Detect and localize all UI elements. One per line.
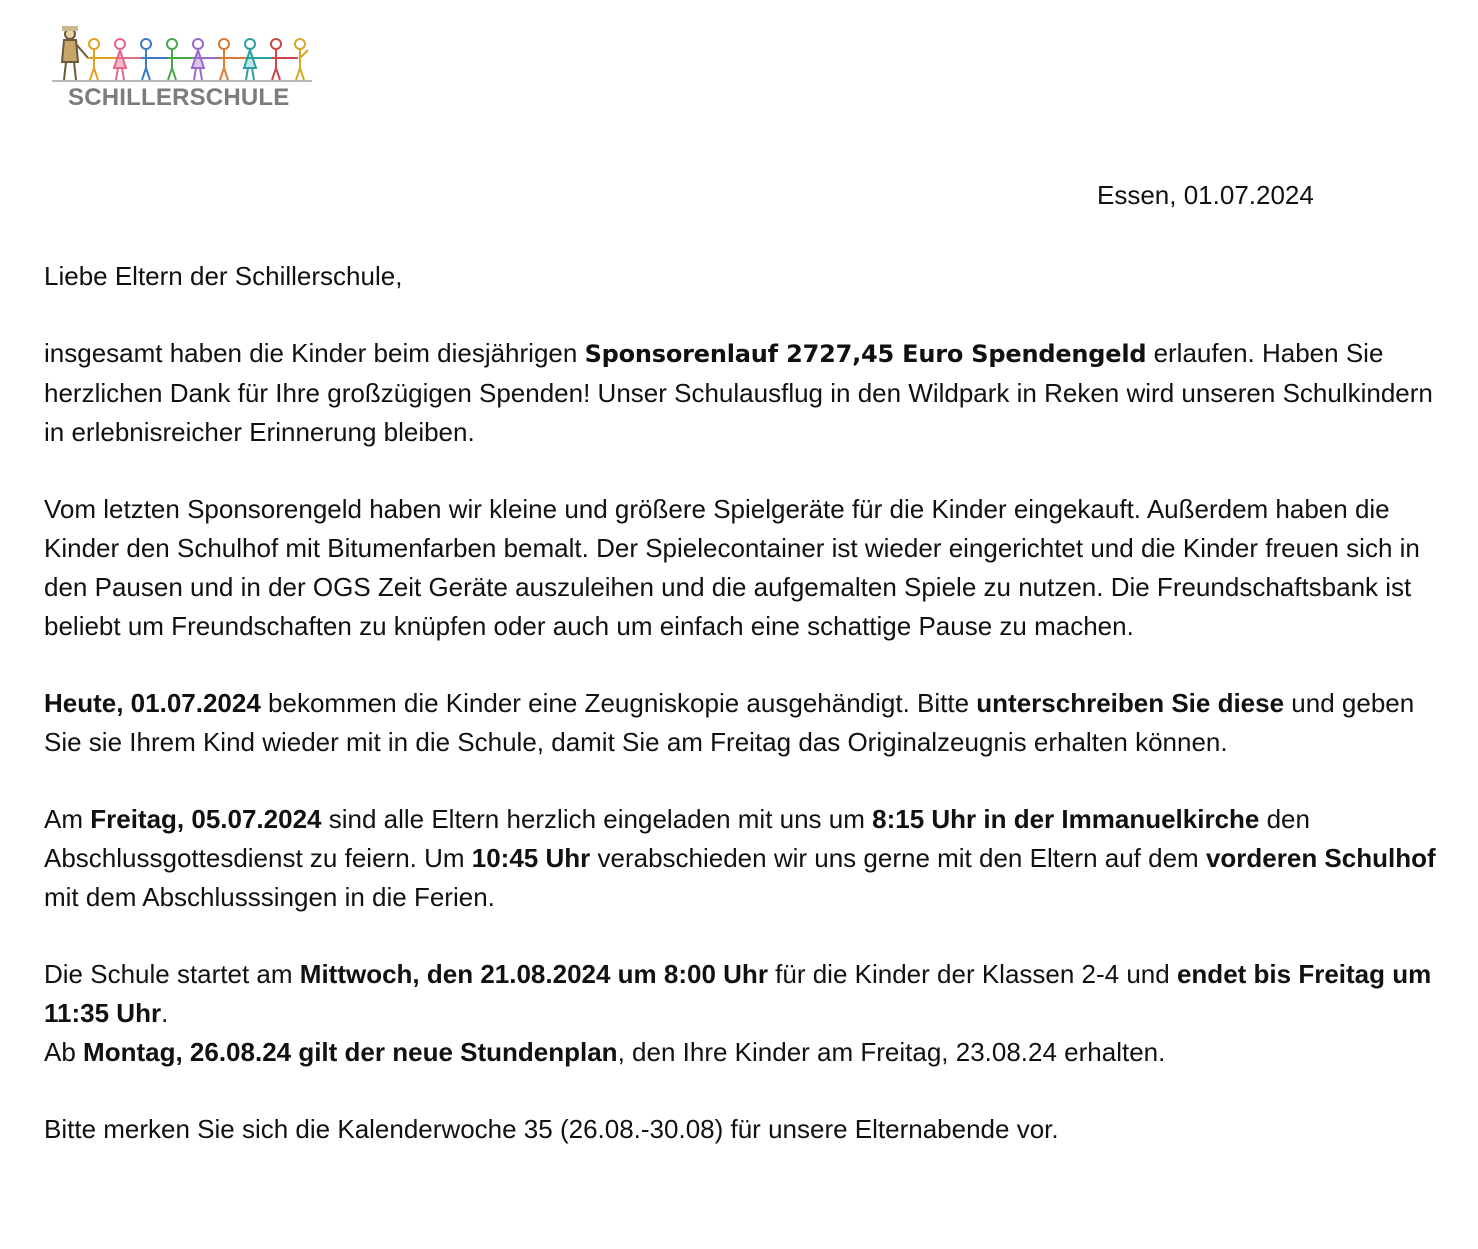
text-segment: verabschieden wir uns gerne mit den Eltern auf dem (590, 843, 1206, 873)
text-segment: den Abschlussgottesdienst zu feiern. Um (44, 804, 1310, 873)
letter-body (44, 257, 1454, 1187)
school-logo (50, 24, 314, 112)
paragraph-school-start (44, 955, 1454, 1033)
paragraph-timetable (44, 1033, 1454, 1072)
text-segment: bekommen die Kinder eine Zeugniskopie ausgehändigt. Bitte (260, 688, 977, 718)
text-segment: . (161, 998, 169, 1028)
letter-date: Essen, 01.07.2024 (1097, 180, 1314, 210)
children-holding-hands-icon (50, 24, 314, 86)
text-segment: Haben Sie herzlichen Dank für Ihre großzügigen Spenden! Unser Schulausflug in den Wildpark in Reken wird unseren Schulkindern in erlebnisreicher Erinnerung bleiben. (44, 338, 1433, 447)
highlight-amount: Sponsorenlauf 2727,45 Euro Spendengeld (584, 340, 1147, 368)
paragraph-service (44, 800, 1454, 917)
text-segment: erlaufen. (1146, 338, 1255, 368)
text-segment: mit dem Abschlusssingen in die Ferien. (44, 882, 495, 912)
paragraph-sponsorship (44, 334, 1454, 452)
highlight-friday: Freitag, 05.07.2024 (90, 804, 322, 834)
highlight-church-time: 8:15 Uhr in der Immanuelkirche (872, 804, 1260, 834)
text-segment: Ab (44, 1037, 84, 1067)
text-segment: , den Ihre Kinder am Freitag, 23.08.24 erhalten. (617, 1037, 1166, 1067)
highlight-start-date: Mittwoch, den 21.08.2024 um 8:00 Uhr (299, 959, 768, 989)
greeting: Liebe Eltern der Schillerschule, (44, 261, 403, 291)
text-segment: Die Schule startet am (44, 959, 300, 989)
text-segment: und geben Sie sie Ihrem Kind wieder mit in die Schule, damit Sie am Freitag das Originalzeugnis erhalten können. (44, 688, 1415, 757)
highlight-sign: unterschreiben Sie diese (976, 688, 1285, 718)
paragraph-playground: Vom letzten Sponsorengeld haben wir kleine und größere Spielgeräte für die Kinder eingekauft. Außerdem haben die Kinder den Schulhof mit Bitumenfarben bemalt. Der Spielecontainer ist wieder eingerichtet und die Kinder freuen sich in den Pausen und in der OGS Zeit Geräte auszuleihen und die aufgemalten Spiele zu nutzen. Die Freundschaftsbank ist beliebt um Freundschaften zu knüpfen oder auch um einfach eine schattige Pause zu machen. (44, 494, 1420, 641)
highlight-schoolyard: vorderen Schulhof (1205, 843, 1436, 873)
text-segment: sind alle Eltern herzlich eingeladen mit uns um (321, 804, 873, 834)
paragraph-report-card (44, 684, 1454, 762)
school-name: SCHILLERSCHULE (68, 84, 290, 111)
highlight-end-time: endet bis Freitag um 11:35 Uhr (44, 959, 1432, 1028)
text-segment: für die Kinder der Klassen 2-4 und (767, 959, 1177, 989)
text-segment: Am (44, 804, 91, 834)
highlight-date: Heute, 01.07.2024 (44, 688, 261, 718)
teacher-figure (62, 26, 88, 80)
text-segment: insgesamt haben die Kinder beim diesjährigen (44, 338, 585, 368)
highlight-timetable: Montag, 26.08.24 gilt der neue Stundenplan (83, 1037, 618, 1067)
highlight-farewell-time: 10:45 Uhr (471, 843, 591, 873)
paragraph-parent-evenings: Bitte merken Sie sich die Kalenderwoche 35 (26.08.-30.08) für unsere Elternabende vor. (44, 1114, 1059, 1144)
